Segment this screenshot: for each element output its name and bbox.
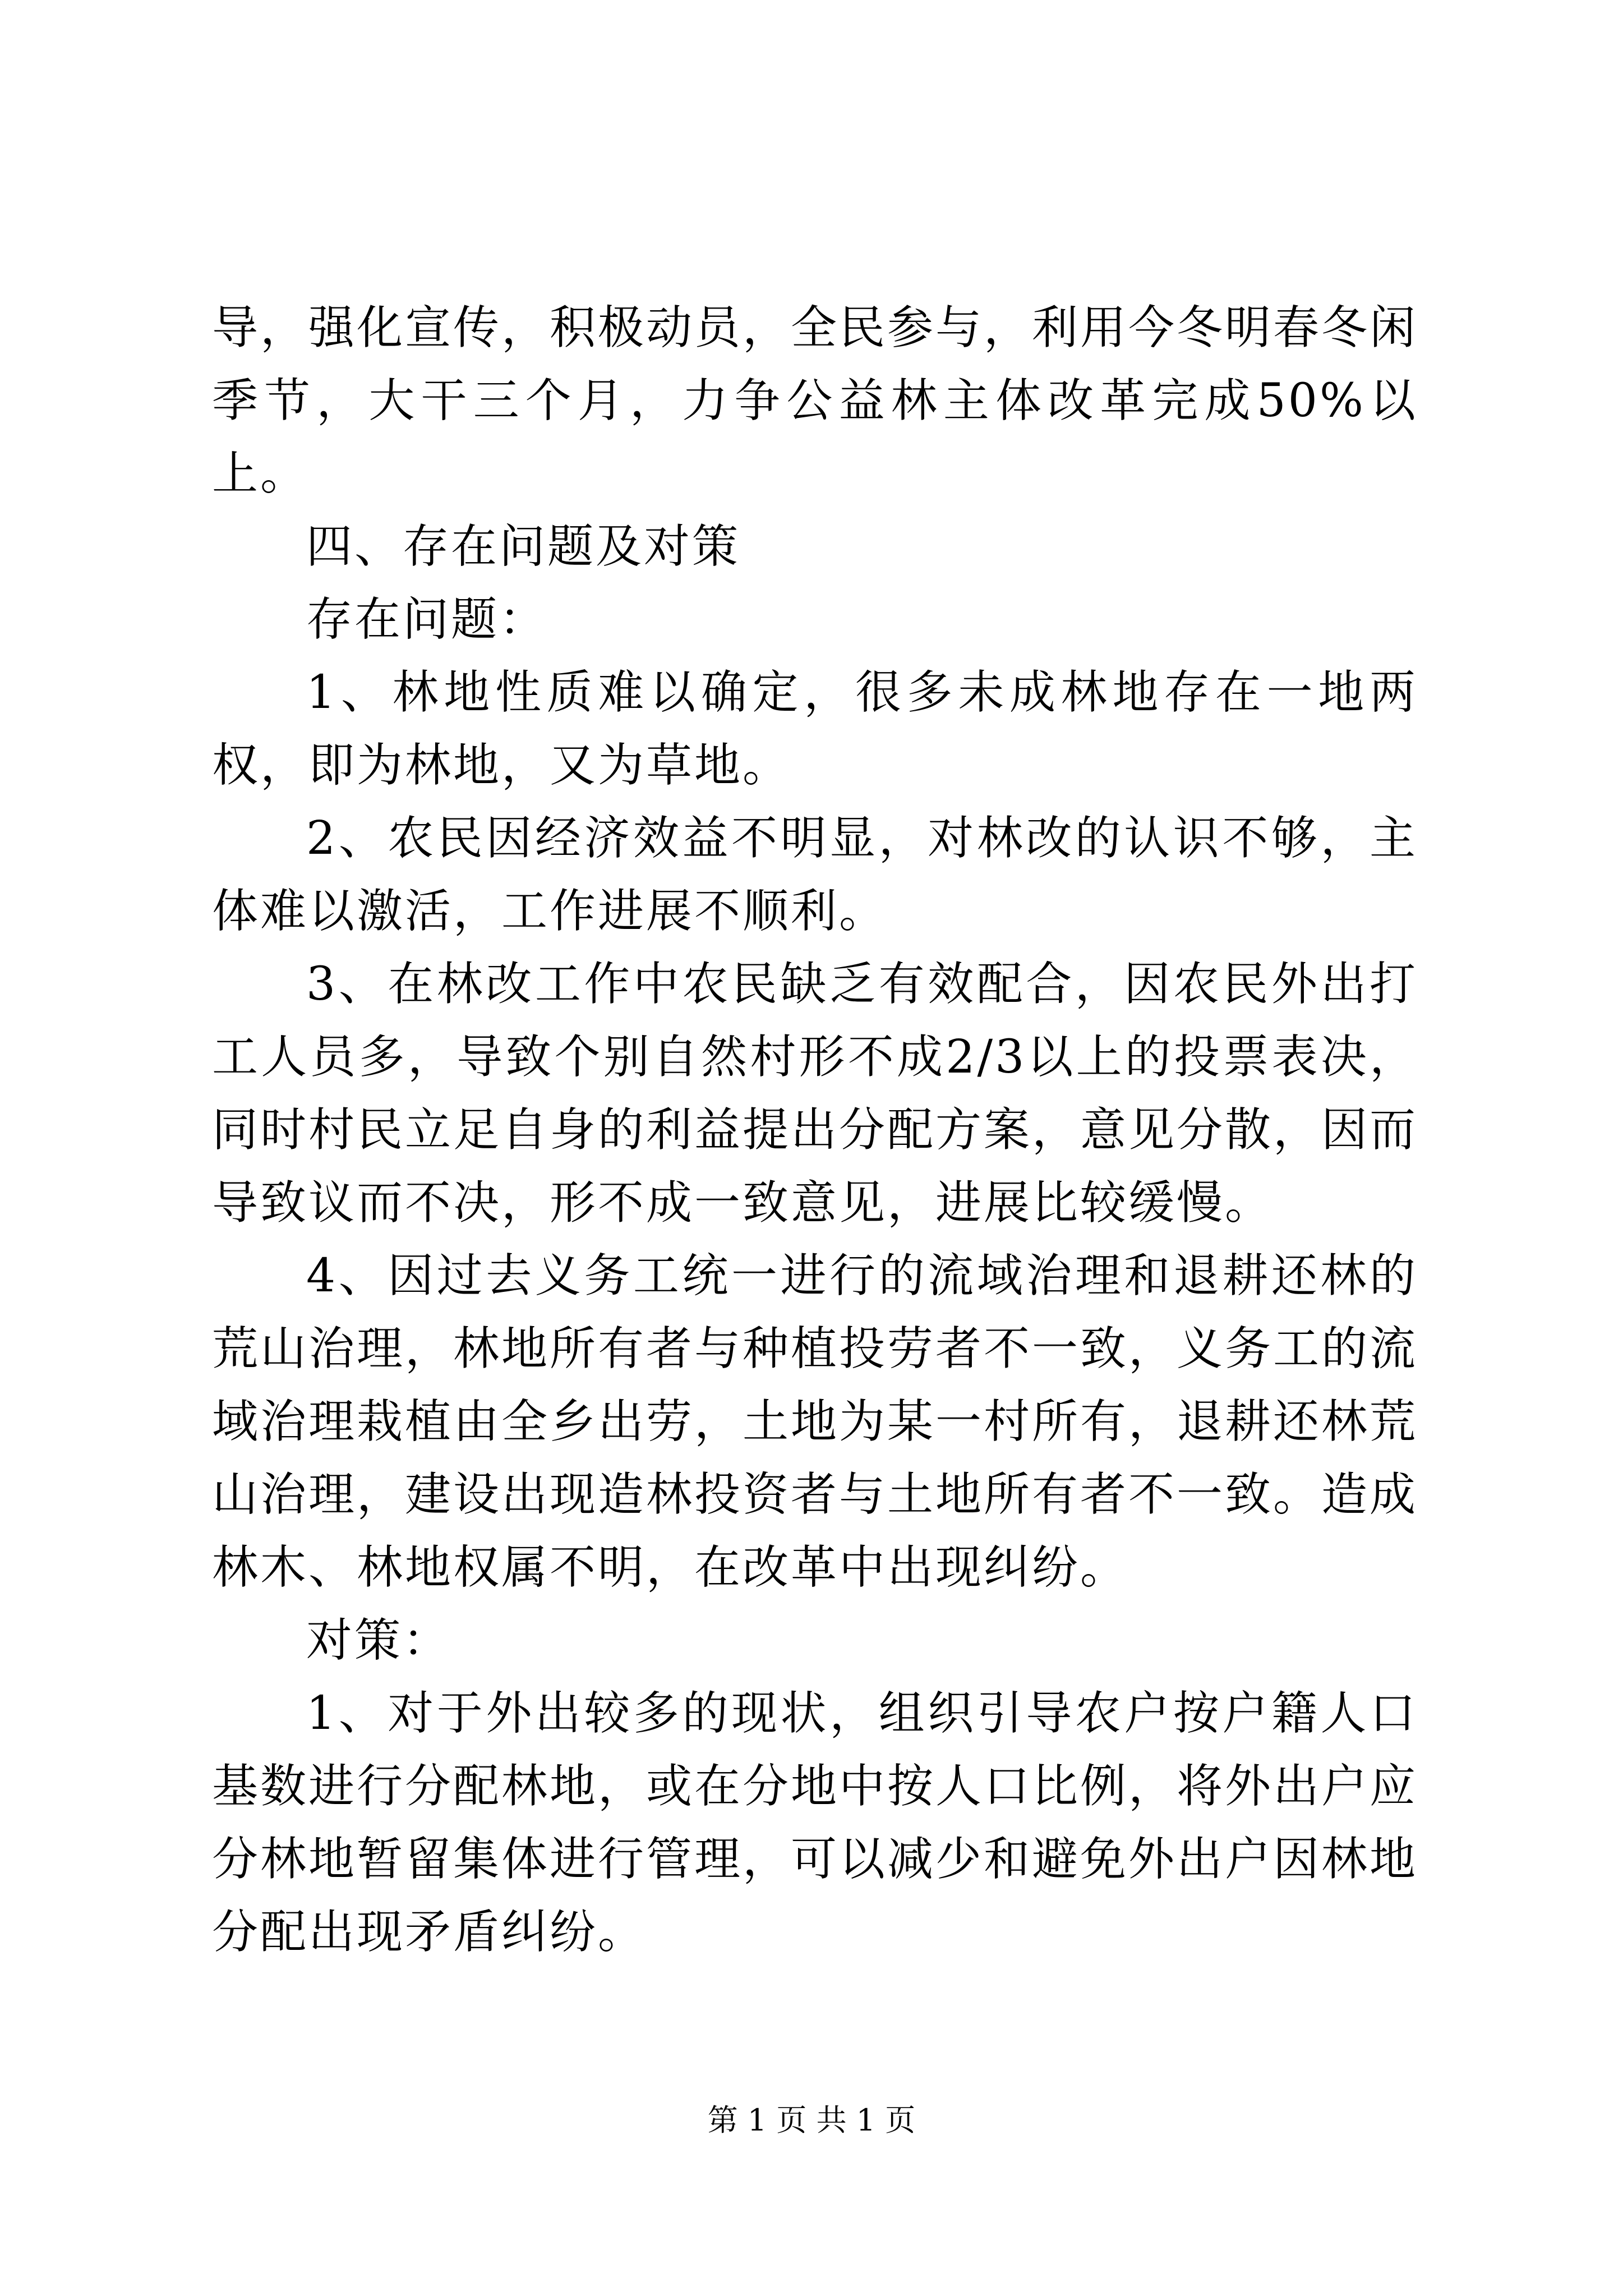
- subheading-measures: 对策：: [306, 1614, 451, 1667]
- section-heading: 四、存在问题及对策: [306, 520, 741, 573]
- problem-item-3: 3、在林改工作中农民缺乏有效配合，因农民外出打工人员多，导致个别自然村形不成2/3以上的投票表决，同时村民立足自身的利益提出分配方案，意见分散，因而导致议而不决，形不成一致意见，进展比较缓慢。: [212, 958, 1418, 1230]
- subheading-problems: 存在问题：: [306, 593, 548, 646]
- paragraph-continuation: 导，强化宣传，积极动员，全民参与，利用今冬明春冬闲季节，大干三个月，力争公益林主体改革完成50%以上。: [212, 301, 1418, 500]
- page-footer: 第 1 页 共 1 页: [707, 2102, 916, 2138]
- document-body: [212, 292, 1418, 1969]
- measure-item-1: 1、对于外出较多的现状，组织引导农户按户籍人口基数进行分配林地，或在分地中按人口比例，将外出户应分林地暂留集体进行管理，可以减少和避免外出户因林地分配出现矛盾纠纷。: [212, 1687, 1418, 1959]
- problem-item-2: 2、农民因经济效益不明显，对林改的认识不够，主体难以激活，工作进展不顺利。: [212, 812, 1418, 938]
- problem-item-4: 4、因过去义务工统一进行的流域治理和退耕还林的荒山治理，林地所有者与种植投劳者不一致，义务工的流域治理栽植由全乡出劳，土地为某一村所有，退耕还林荒山治理，建设出现造林投资者与土地所有者不一致。造成林木、林地权属不明，在改革中出现纠纷。: [212, 1249, 1418, 1594]
- problem-item-1: 1、林地性质难以确定，很多未成林地存在一地两权，即为林地，又为草地。: [212, 666, 1418, 792]
